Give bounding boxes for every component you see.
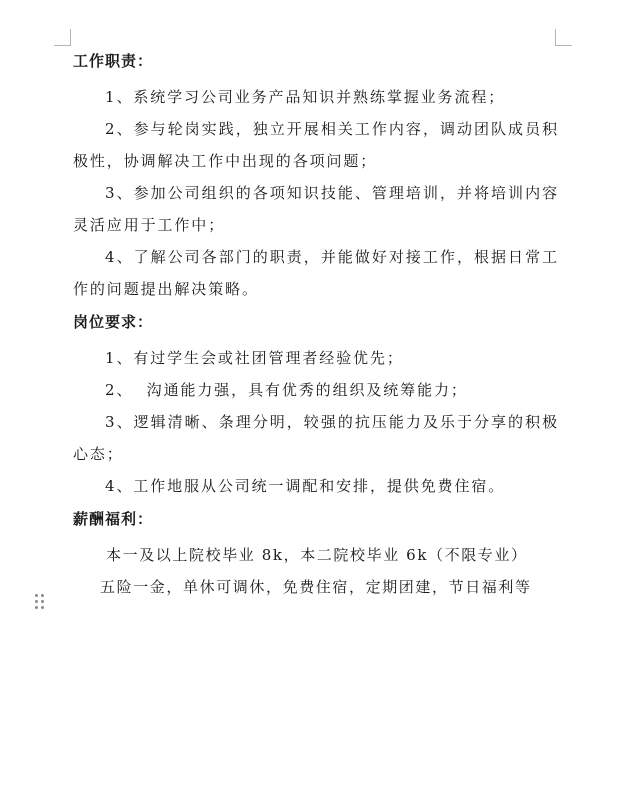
drag-handle-icon[interactable] (35, 594, 45, 610)
margin-corner-top-right-icon (555, 29, 572, 46)
salary-line: 本一及以上院校毕业 8k，本二院校毕业 6k（不限专业） (106, 546, 528, 564)
responsibility-item: 4、了解公司各部门的职责，并能做好对接工作，根据日常工作的问题提出解决策略。 (73, 248, 559, 298)
section-heading-responsibilities: 工作职责： (73, 52, 154, 70)
section-heading-compensation: 薪酬福利： (73, 510, 154, 528)
document-body[interactable] (73, 50, 559, 603)
margin-corner-top-left-icon (54, 29, 71, 46)
requirement-item: 1、有过学生会或社团管理者经验优先； (105, 349, 404, 367)
section-heading-requirements: 岗位要求： (73, 313, 154, 331)
requirement-item: 2、 沟通能力强，具有优秀的组织及统筹能力； (105, 381, 468, 399)
responsibility-item: 1、系统学习公司业务产品知识并熟练掌握业务流程； (105, 88, 506, 106)
responsibility-item: 2、参与轮岗实践，独立开展相关工作内容，调动团队成员积极性，协调解决工作中出现的各项问题； (73, 120, 559, 170)
requirement-item: 3、逻辑清晰、条理分明，较强的抗压能力及乐于分享的积极心态； (73, 413, 559, 463)
benefits-line: 五险一金，单休可调休，免费住宿，定期团建，节日福利等 (100, 578, 532, 596)
responsibility-item: 3、参加公司组织的各项知识技能、管理培训，并将培训内容灵活应用于工作中； (73, 184, 559, 234)
requirement-item: 4、工作地服从公司统一调配和安排，提供免费住宿。 (105, 477, 506, 495)
